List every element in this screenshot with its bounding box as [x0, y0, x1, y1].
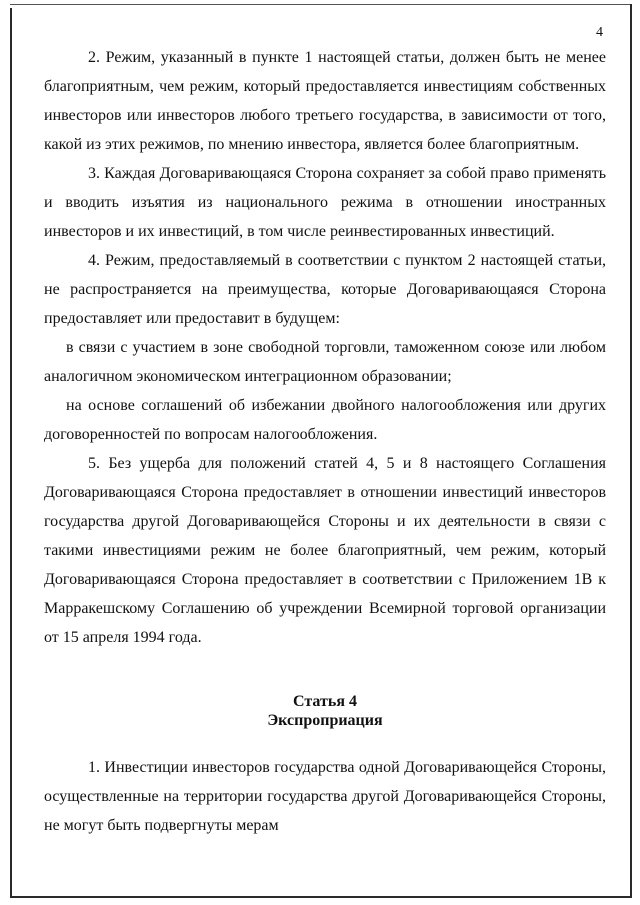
- paragraph-4-item-1: в связи с участием в зоне свободной торговли, таможенном союзе или любом аналогичном экономическом интеграционном образовании;: [44, 339, 606, 385]
- paragraph-5: 5. Без ущерба для положений статей 4, 5 и 8 настоящего Соглашения Договаривающаяся Сторона предоставляет в отношении инвестиций инвесторов государства другой Договаривающейся Стороны и их деятельности в связи с такими инвестициями режим не более благоприятный, чем режим, который Договаривающаяся Сторона предоставляет в соответствии с Приложением 1B к Марракешскому Соглашению об учреждении Всемирной торговой организации от 15 апреля 1994 года.: [44, 455, 606, 646]
- article-4-paragraph-1: 1. Инвестиции инвесторов государства одной Договаривающейся Стороны, осуществленные на территории государства другой Договаривающейся Стороны, не могут быть подвергнуты мерам: [44, 759, 606, 834]
- paragraph-2: 2. Режим, указанный в пункте 1 настоящей статьи, должен быть не менее благоприятным, чем режим, который предоставляется инвестициям собственных инвесторов или инвесторов любого третьего государства, в зависимости от того, какой из этих режимов, по мнению инвестора, является более благоприятным.: [44, 49, 606, 153]
- document-body: [44, 43, 606, 840]
- scan-border-top: [10, 4, 632, 5]
- article-number: Статья 4: [293, 693, 357, 710]
- scan-border-right: [630, 4, 632, 896]
- paragraph-3: 3. Каждая Договаривающаяся Сторона сохраняет за собой право применять и вводить изъятия из национального режима в отношении иностранных инвесторов и их инвестиций, в том числе реинвестированных инвестиций.: [44, 165, 606, 240]
- article-title: Экспроприация: [267, 712, 383, 729]
- page-number: 4: [596, 25, 603, 40]
- paragraph-4: 4. Режим, предоставляемый в соответствии с пунктом 2 настоящей статьи, не распространяется на преимущества, которые Договаривающаяся Сторона предоставляет или предоставит в будущем:: [44, 252, 606, 327]
- paragraph-4-item-2: на основе соглашений об избежании двойного налогообложения или других договоренностей по вопросам налогообложения.: [44, 397, 606, 443]
- scan-border-bottom: [10, 896, 632, 898]
- scan-border-left: [10, 8, 12, 897]
- article-heading: [44, 692, 606, 730]
